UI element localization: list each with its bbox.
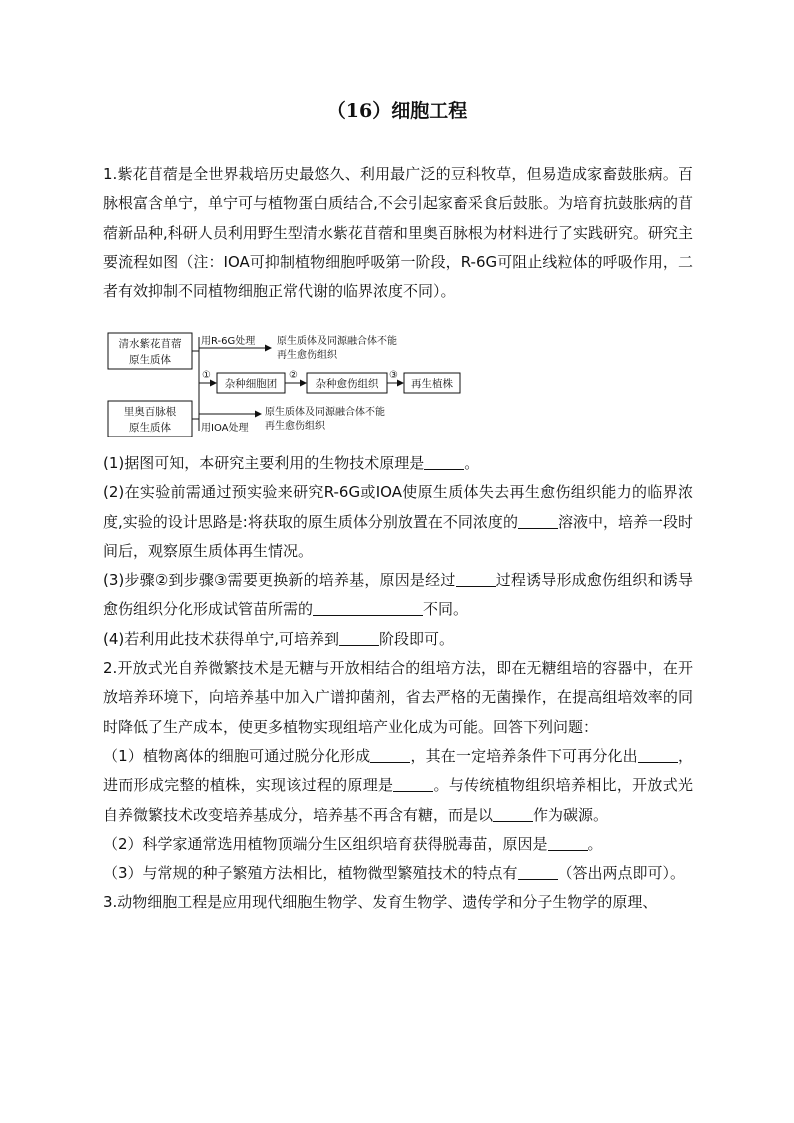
step2-label: ② <box>289 370 298 381</box>
q1-sub1: (1)据图可知，本研究主要利用的生物技术原理是 。 <box>103 454 480 472</box>
answer-blank[interactable] <box>518 864 558 880</box>
result-bottom-line2: 再生愈伤组织 <box>265 421 325 432</box>
box-bottom-line1: 里奥百脉根 <box>123 406 177 418</box>
q2-sub2: （2）科学家通常选用植物顶端分生区组织培育获得脱毒苗，原因是 。 <box>103 834 603 853</box>
answer-blank[interactable] <box>339 630 379 646</box>
answer-blank[interactable] <box>548 835 588 851</box>
question-1-intro-block <box>103 160 693 306</box>
q1-sub3: (3)步骤②到步骤③需要更换新的培养基，原因是经过 过程诱导形成愈伤组织和诱导愈伤组织分化形成试管苗所需的 不同。 <box>103 571 693 619</box>
q1-sub4: (4)若利用此技术获得单宁,可培养到 阶段即可。 <box>103 629 455 648</box>
answer-blank[interactable] <box>638 747 678 763</box>
answer-blank[interactable] <box>456 571 496 587</box>
flow-diagram <box>103 325 463 437</box>
answer-blank[interactable] <box>393 776 433 792</box>
step1-label: ① <box>202 370 211 381</box>
step3-label: ③ <box>389 370 398 381</box>
label-ioa: 用IOA处理 <box>201 423 249 434</box>
box-top-line1: 清水紫花苜蓿 <box>118 338 182 350</box>
node2-label: 杂种愈伤组织 <box>315 378 379 390</box>
answer-blank[interactable] <box>493 806 533 822</box>
box-top-line2: 原生质体 <box>129 354 171 366</box>
q2-sub1: （1）植物离体的细胞可通过脱分化形成 ，其在一定培养条件下可再分化出 ，进而形成完整的植株，实现该过程的原理是 。与传统植物组织培养相比，开放式光自养微繁技术改变培养基成分，培养基不再含有糖，而是以 作为碳源。 <box>103 746 693 824</box>
question-3-intro: 3.动物细胞工程是应用现代细胞生物学、发育生物学、遗传学和分子生物学的原理、 <box>103 893 658 912</box>
question-1-subquestions <box>103 449 693 918</box>
question-1-intro: 1.紫花苜蓿是全世界栽培历史最悠久、利用最广泛的豆科牧草，但易造成家畜鼓胀病。百脉根富含单宁，单宁可与植物蛋白质结合,不会引起家畜采食后鼓胀。为培育抗鼓胀病的苜蓿新品种,科研人员利用野生型清水紫花苜蓿和里奥百脉根为材料进行了实践研究。研究主要流程如图（注：IOA可抑制植物细胞呼吸第一阶段，R-6G可阻止线粒体的呼吸作用，二者有效抑制不同植物细胞正常代谢的临界浓度不同）。 <box>103 165 693 301</box>
answer-blank[interactable] <box>424 454 464 470</box>
answer-blank[interactable] <box>313 600 423 616</box>
result-bottom-line1: 原生质体及同源融合体不能 <box>265 407 385 418</box>
answer-blank[interactable] <box>370 747 410 763</box>
box-bottom-line2: 原生质体 <box>129 422 171 434</box>
result-top-line2: 再生愈伤组织 <box>277 350 337 361</box>
q2-sub3: （3）与常规的种子繁殖方法相比，植物微型繁殖技术的特点有 （答出两点即可）。 <box>103 864 686 883</box>
result-top-line1: 原生质体及同源融合体不能 <box>277 336 397 347</box>
node3-label: 再生植株 <box>411 378 453 390</box>
node1-label: 杂种细胞团 <box>224 378 278 390</box>
question-2-intro: 2.开放式光自养微繁技术是无糖与开放相结合的组培方法，即在无糖组培的容器中，在开放培养环境下，向培养基中加入广谱抑菌剂，省去严格的无菌操作，在提高组培效率的同时降低了生产成本，使更多植物实现组培产业化成为可能。回答下列问题： <box>103 659 693 736</box>
page-title: （16）细胞工程 <box>326 100 468 122</box>
label-r6g: 用R-6G处理 <box>201 336 256 347</box>
q1-sub2: (2)在实验前需通过预实验来研究R-6G或IOA使原生质体失去再生愈伤组织能力的临界浓度,实验的设计思路是:将获取的原生质体分别放置在不同浓度的 溶液中，培养一段时间后，观察原生质体再生情况。 <box>103 483 693 560</box>
answer-blank[interactable] <box>518 513 558 529</box>
